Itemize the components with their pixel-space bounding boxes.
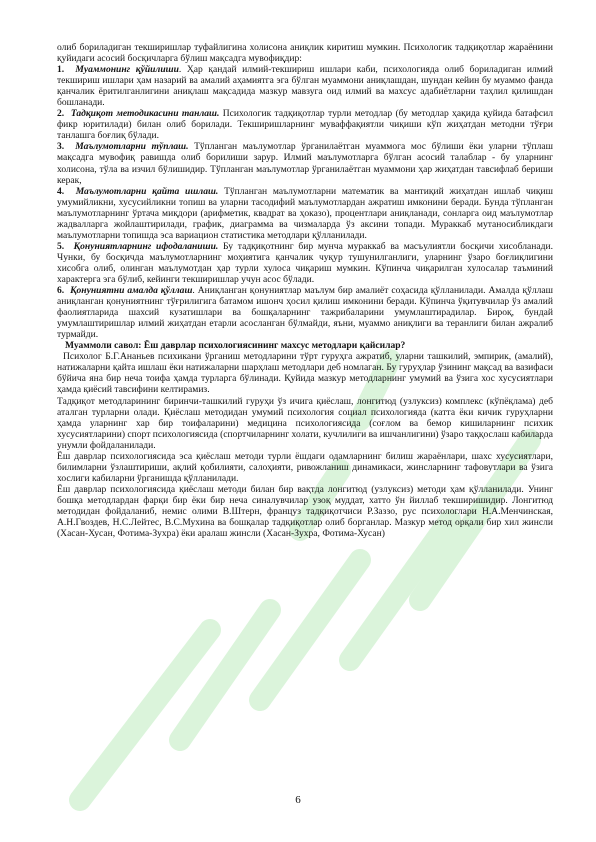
paragraph-text: Тўпланган маълумотлар ўрганилаётган муаммога мос бўлиши ёки уларни тўплаш мақсадга мувофиқ равишда олиб борилиши зарур. Илмий маълумотларга бўлган асосий талаблар - бу уларнинг холисона, тўла ва изчил бўлишидир. Тўпланган маълумотлар ўрганилаётган муаммони ҳар жиҳатдан тавсифлаб бериши керак, bbox=[57, 141, 553, 186]
page-number: 6 bbox=[295, 794, 301, 806]
paragraph-text: Тадқиқот методларининг биринчи-ташкилий гуруҳи ўз ичига қиёслаш, лонгитюд (узлуксиз) комплекс (кўпёқлама) деб аталган турларни олади. Қиёслаш методидан умумий психология социал психологияда (катта ёки кичик гуруҳларни ҳамда уларнинг хар бир тоифаларини) медицина психологиясида (соғлом ва бемор кишиларнинг психик хусусиятларини) спорт психологиясида (спортчиларнинг холати, кучлилиги ва ишчанлигини) ўзаро таққослаш кабиларда унумли фойдаланилади. bbox=[57, 395, 553, 451]
paragraph-text: олиб бориладиган текширишлар туфайлигина холисона аниқлик киритиш мумкин. Психологик тадқиқотлар жараёнини қуйидаги асосий босқичларга бўлиш мақсадга мувофиқдир: bbox=[57, 42, 553, 65]
step-number: 5. bbox=[57, 240, 65, 252]
paragraph-text: . Ҳар қандай илмий-текшириш ишлари каби, психологияда олиб бориладиган илмий текшириш ишлари ҳам назарий ва амалий аҳамиятга эга бўлган муаммони аниқлашдан, шундан кейин бу муаммо фанда қанчалик ёритилганлигини аниқлаш мақсадида мазкур мавзуга оид илмий ва махсус адабиётларни таҳлил қилишдан бошланади. bbox=[57, 64, 553, 109]
document-body bbox=[57, 42, 553, 539]
numbered-step bbox=[57, 285, 553, 340]
paragraph bbox=[57, 484, 553, 539]
paragraph-text: Бу тадқиқотнинг бир мунча мураккаб ва масъулиятли босқичи хисобланади. Чунки, бу босқичда маълумотларнинг моҳиятига қанчалик чуқур тушунилганлиги, уларнинг ўзаро боғлиқлигини хисобга олиб, олинган маълумотдан ҳар турли хулоса чиқариш мумкин. Кўпинча чиқарилган хулосалар таъминий характерга эга бўлиб, кейинги текширишлар учун асос бўлади. bbox=[57, 240, 553, 285]
paragraph-text: Ёш даврлар психологиясида эса қиёслаш методи турли ёшдаги одамларнинг билиш жараёнлари, шахс хусусиятлари, билимларни ўзлаштириши, ақлий қобилияти, салоҳияти, ривожланиш динамикаси, жинсларнинг тафовутлари ва ўзига хослиги кабиларни ўрганишда қўлланилади. bbox=[57, 450, 553, 484]
step-heading: Тадқиқот методикасини танлаш. bbox=[70, 108, 220, 120]
paragraph-text: . Аниқланган қонуниятлар маълум бир амалиёт соҳасида қўлланилади. Амалда қўллаш аниқланган қонуниятнинг тўғрилигига батамом ишонч ҳосил қилиш имконини беради. Кўпинча ўқитувчилар ўз амалий фаолиятларида шахсий кузатишлари ва бошқаларнинг тажрибаларини умумлаштирадилар. Бироқ, бундай умумлаштиришлар илмий жиҳатдан етарли асосланган бўлмайди, яъни, муаммо аниқлиги ва теранлиги билан ажралиб турмайди. bbox=[57, 285, 553, 341]
question-text: Муаммоли савол: Ёш даврлар психологиясининг махсус методлари қайсилар? bbox=[65, 340, 406, 352]
paragraph bbox=[57, 451, 553, 484]
step-number: 3. bbox=[57, 141, 65, 153]
question-heading bbox=[57, 340, 553, 351]
step-number: 4. bbox=[57, 185, 65, 197]
step-heading: Маълумотларни тўплаш. bbox=[75, 141, 189, 153]
numbered-step bbox=[57, 64, 553, 108]
paragraph-text: Тўпланган маълумотларни математик ва мантиқий жиҳатдан ишлаб чиқиш умумийликни, хусусийликни топиш ва уларни тасодифий маълумотлардан ажратиш имконини беради. Бунда тўпланган маълумотларнинг ўртача миқдори (арифметик, квадрат ва ҳоказо), процентлари аниқланади, сонларга оид маълумотлар жадвалларга жойлаштирилади, график, диаграмма ва чизмаларда ўз аксини топади. Мураккаб мутаносибликдаги маълумотларни топишда эса вариацион статистика методлари қўлланилади. bbox=[57, 185, 554, 241]
paragraph bbox=[57, 42, 553, 64]
step-heading: Муаммонинг қўйилиши bbox=[75, 64, 179, 76]
numbered-step bbox=[57, 141, 553, 185]
paragraph-text: Психолог Б.Г.Ананьев психикани ўрганиш методларини тўрт гуруҳга ажратиб, уларни ташкилий, эмпирик, (амалий), натижаларни қайта ишлаш ёки натижаларни шарҳлаш методлари деб номлаган. Бу гуруҳлар ўзининг мақсад ва вазифаси бўйича яна бир неча тоифа ҳамда турларга бўлинади. Қуйида мазкур методларнинг умумий ва ўзига хос хусусиятлари ҳамда қиёсий тавсифини келтирамиз. bbox=[57, 351, 553, 396]
step-number: 6. bbox=[57, 285, 65, 297]
step-number: 2. bbox=[57, 108, 65, 120]
numbered-step bbox=[57, 186, 553, 241]
step-heading: Қонуниятларнинг ифодаланиши. bbox=[73, 240, 219, 252]
numbered-step bbox=[57, 241, 553, 285]
paragraph-text: Ёш даврлар психологиясида қиёслаш методи билан бир вақтда лонгитюд (узлуксиз) методи ҳам қўлланилади. Унинг бошқа методлардан фарқи бир ёки бир неча синалувчилар узоқ муддат, хатто ўн йиллаб текширишидир. Лонгитюд методидан фойдаланиб, немис олими В.Штерн, француз тадқиқотчиси Р.Заззо, рус психологлари Н.А.Менчинская, А.Н.Гвоздев, Н.С.Лейтес, В.С.Мухина ва бошқалар тадқиқотлар олиб борганлар. Мазкур метод орқали бир хил жинсли (Хасан-Хусан, Фотима-Зухра) ёки аралаш жинсли (Хасан-Зухра, Фотима-Хусан) bbox=[57, 483, 553, 540]
step-heading: Қонуниятни амалда қўллаш bbox=[70, 285, 193, 297]
step-heading: Маълумотларни қайта ишлаш. bbox=[75, 185, 219, 197]
numbered-step bbox=[57, 108, 553, 141]
step-number: 1. bbox=[57, 64, 65, 76]
paragraph bbox=[57, 396, 553, 451]
paragraph-text: Психологик тадқиқотлар турли методлар (бу методлар ҳақида қуйида батафсил фикр юритилади) билан олиб борилади. Текширишларнинг муваффақиятли чиқиши кўп жиҳатдан методни тўғри танлашга боғлиқ бўлади. bbox=[57, 108, 553, 142]
paragraph bbox=[57, 351, 553, 395]
